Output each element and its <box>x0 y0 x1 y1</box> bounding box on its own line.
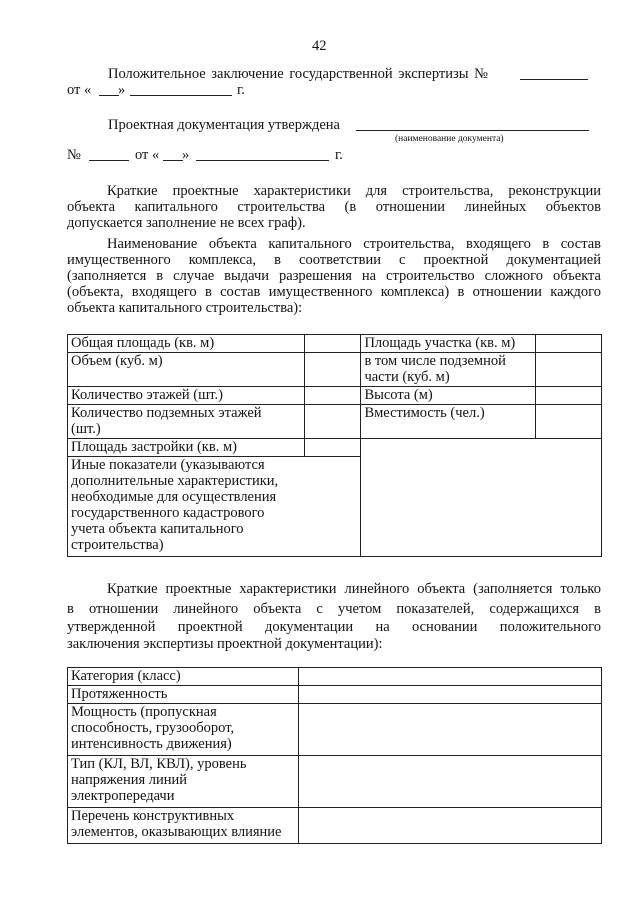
length-value[interactable] <box>298 686 601 704</box>
other-line-2: дополнительные характеристики, <box>71 473 279 489</box>
underground-floors-line-2: (шт.) <box>71 421 101 437</box>
site-area-label: Площадь участка (кв. м) <box>361 335 536 353</box>
approval-label: Проектная документация утверждена <box>108 117 340 133</box>
underground-floors-value[interactable] <box>304 405 361 439</box>
approval-number-field <box>89 147 129 161</box>
capacity-label: Вместимость (чел.) <box>361 405 536 439</box>
power-line-2: способность, грузооборот, <box>71 720 235 736</box>
category-value[interactable] <box>298 668 601 686</box>
linear-line-3: утвержденной проектной документации на основании положительного <box>67 619 601 635</box>
total-area-label: Общая площадь (кв. м) <box>68 335 305 353</box>
object-line-1: Наименование объекта капитального строительства, входящего в состав <box>107 236 601 252</box>
elements-value[interactable] <box>298 808 601 844</box>
intro-line-1: Краткие проектные характеристики для строительства, реконструкции <box>107 183 601 199</box>
elements-label <box>68 808 299 844</box>
linear-line-1: Краткие проектные характеристики линейного объекта (заполняется только <box>107 581 601 597</box>
height-value[interactable] <box>536 387 602 405</box>
underground-floors-line-1: Количество подземных этажей <box>71 405 262 421</box>
underground-floors-label <box>68 405 305 439</box>
linear-line-4: заключения экспертизы проектной документации): <box>67 636 383 652</box>
line-type-label <box>68 756 299 808</box>
line-type-line-2: напряжения линий <box>71 772 188 788</box>
conclusion-date-close: » <box>118 82 126 98</box>
approval-year-suffix: г. <box>335 147 343 163</box>
built-area-value[interactable] <box>304 439 361 457</box>
approval-document-field <box>356 117 589 131</box>
elements-line-1: Перечень конструктивных <box>71 808 235 824</box>
other-line-4: государственного кадастрового <box>71 505 265 521</box>
conclusion-label: Положительное заключение государственной экспертизы № <box>108 66 488 82</box>
height-label: Высота (м) <box>361 387 536 405</box>
conclusion-date-prefix: от « <box>67 82 92 98</box>
power-line-3: интенсивность движения) <box>71 736 232 752</box>
object-characteristics-table <box>67 334 602 557</box>
line-type-line-3: электропередачи <box>71 788 175 804</box>
intro-line-3: допускается заполнение не всех граф). <box>67 215 306 231</box>
floors-value[interactable] <box>304 387 361 405</box>
conclusion-month-year-field <box>130 82 232 96</box>
underground-volume-line-2: части (куб. м) <box>364 369 450 385</box>
underground-volume-label <box>361 353 536 387</box>
power-label <box>68 704 299 756</box>
conclusion-day-field <box>99 82 119 96</box>
object-line-3: (заполняется в случае выдачи разрешения на строительство сложного объекта <box>67 268 601 284</box>
power-value[interactable] <box>298 704 601 756</box>
approval-caption: (наименование документа) <box>395 134 504 144</box>
conclusion-number-field <box>520 66 588 80</box>
volume-label: Объем (куб. м) <box>68 353 305 387</box>
other-line-1: Иные показатели (указываются <box>71 457 265 473</box>
approval-date-close: » <box>182 147 190 163</box>
built-area-label: Площадь застройки (кв. м) <box>68 439 305 457</box>
object-line-5: объекта капитального строительства): <box>67 300 303 316</box>
approval-number-label: № <box>67 147 81 163</box>
conclusion-year-suffix: г. <box>237 82 245 98</box>
object-line-2: имущественного комплекса, в соответствии с проектной документацией <box>67 252 601 268</box>
capacity-value[interactable] <box>536 405 602 439</box>
volume-value[interactable] <box>304 353 361 387</box>
other-line-5: учета объекта капитального <box>71 521 244 537</box>
approval-date-prefix: от « <box>135 147 160 163</box>
other-indicators-value[interactable] <box>361 439 602 557</box>
linear-object-table <box>67 667 602 844</box>
power-line-1: Мощность (пропускная <box>71 704 217 720</box>
line-type-line-1: Тип (КЛ, ВЛ, КВЛ), уровень <box>71 756 247 772</box>
object-line-4: (объекта, входящего в состав имущественного комплекса) в отношении каждого <box>67 284 601 300</box>
underground-volume-value[interactable] <box>536 353 602 387</box>
elements-line-2: элементов, оказывающих влияние <box>71 824 282 840</box>
category-label: Категория (класс) <box>68 668 299 686</box>
intro-line-2: объекта капитального строительства (в отношении линейных объектов <box>67 199 601 215</box>
linear-line-2: в отношении линейного объекта с учетом показателей, содержащихся в <box>67 601 601 617</box>
other-indicators-label <box>68 457 361 557</box>
length-label: Протяженность <box>68 686 299 704</box>
approval-day-field <box>163 147 183 161</box>
other-line-6: строительства) <box>71 537 164 553</box>
other-line-3: необходимые для осуществления <box>71 489 277 505</box>
page-number: 42 <box>312 38 327 54</box>
underground-volume-line-1: в том числе подземной <box>364 353 506 369</box>
total-area-value[interactable] <box>304 335 361 353</box>
floors-label: Количество этажей (шт.) <box>68 387 305 405</box>
line-type-value[interactable] <box>298 756 601 808</box>
approval-month-year-field <box>196 147 329 161</box>
site-area-value[interactable] <box>536 335 602 353</box>
